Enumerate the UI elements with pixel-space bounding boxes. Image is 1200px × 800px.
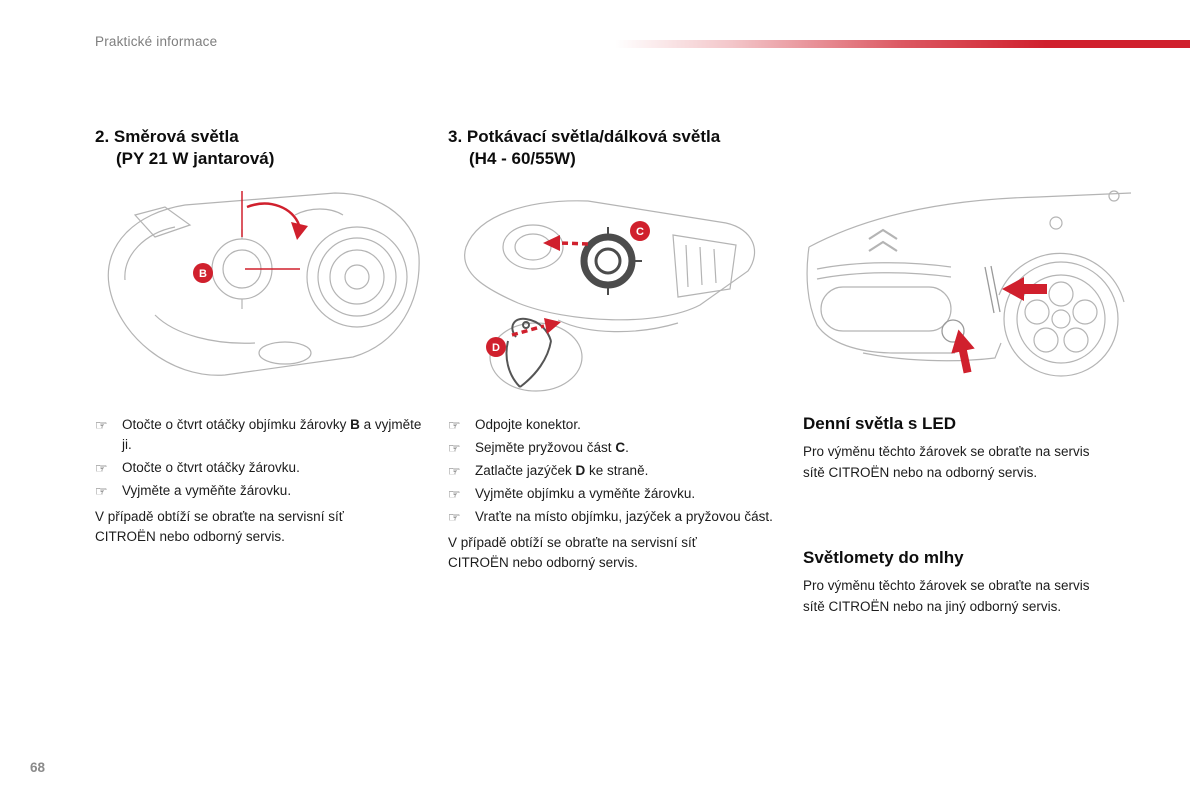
paragraph-fog-lights: Pro výměnu těchto žárovek se obraťte na servis sítě CITROËN nebo na jiný odborný servis. [803,577,1090,614]
decorative-red-gradient-bar [615,40,1190,48]
service-note: V případě obtíží se obraťte na servisní síť CITROËN nebo odborný servis. [448,535,697,571]
red-annotations-b [193,191,308,283]
instruction-text: Vraťte na místo objímku, jazýček a pryžovou část. [475,509,773,525]
pointer-hand-icon: ☞ [95,417,108,434]
section-drl-and-fog [803,126,1135,618]
rotate-arrow-head [291,222,308,240]
pointer-hand-icon: ☞ [95,459,108,476]
instruction-item [448,415,780,436]
heading-drl: Denní světla s LED [803,414,957,433]
instruction-list-turn-signals [95,415,427,502]
section-title-line2: (H4 - 60/55W) [469,149,576,169]
pointer-hand-icon: ☞ [448,440,461,457]
bulb-marker-d-label: D [492,342,500,355]
instruction-text: Vyjměte a vyměňte žárovku. [122,482,292,498]
pointer-hand-icon: ☞ [448,509,461,526]
running-header: Praktické informace [95,34,218,49]
instruction-text: Sejměte pryžovou část C. [475,440,629,456]
pointer-hand-icon: ☞ [448,463,461,480]
pointer-hand-icon: ☞ [95,482,108,499]
instruction-item [95,458,427,479]
instruction-text: Otočte o čtvrt otáčky žárovku. [122,459,300,475]
car-front-diagram [803,183,1135,393]
pointer-hand-icon: ☞ [448,417,461,434]
section-title-line1: 3. Potkávací světla/dálková světla [448,127,721,146]
instruction-item [448,438,780,459]
paragraph-drl: Pro výměnu těchto žárovek se obraťte na servis sítě CITROËN nebo na odborný servis. [803,444,1090,480]
section-low-high-beam [448,126,780,574]
rotate-arrow [247,204,299,225]
section-title-line2: (PY 21 W jantarová) [116,149,275,169]
instruction-text: Odpojte konektor. [475,417,581,433]
section-turn-signal-lamps [95,126,427,547]
instruction-item [95,415,427,456]
instruction-item [95,481,427,502]
turn-signal-bulb-diagram [95,185,427,395]
low-beam-bulb-diagram [448,185,780,395]
bulb-marker-b-label: B [199,268,207,281]
red-annotations-front [947,277,1047,375]
pointer-hand-icon: ☞ [448,486,461,503]
instruction-item [448,484,780,505]
instruction-text: Vyjměte objímku a vyměňte žárovku. [475,486,696,502]
section-title-turn-signals [95,126,427,170]
retaining-clip-detail [507,319,552,387]
headlamp-rear-outline [108,193,419,375]
instruction-text: Otočte o čtvrt otáčky objímku žárovky B a vyjměte ji. [122,417,422,453]
heading-fog-lights: Světlomety do mlhy [803,547,964,567]
instruction-item [448,461,780,482]
section-title-line1: 2. Směrová světla [95,127,239,146]
drl-strip [985,266,1000,313]
instruction-list-low-high-beam [448,415,780,528]
instruction-item [448,507,780,528]
section-title-low-high-beam [448,126,780,170]
service-note: V případě obtíží se obraťte na servisní síť CITROËN nebo odborný servis. [95,508,344,544]
bulb-marker-c-label: C [636,226,644,239]
instruction-text: Zatlačte jazýček D ke straně. [475,463,649,479]
page-number: 68 [30,760,46,775]
